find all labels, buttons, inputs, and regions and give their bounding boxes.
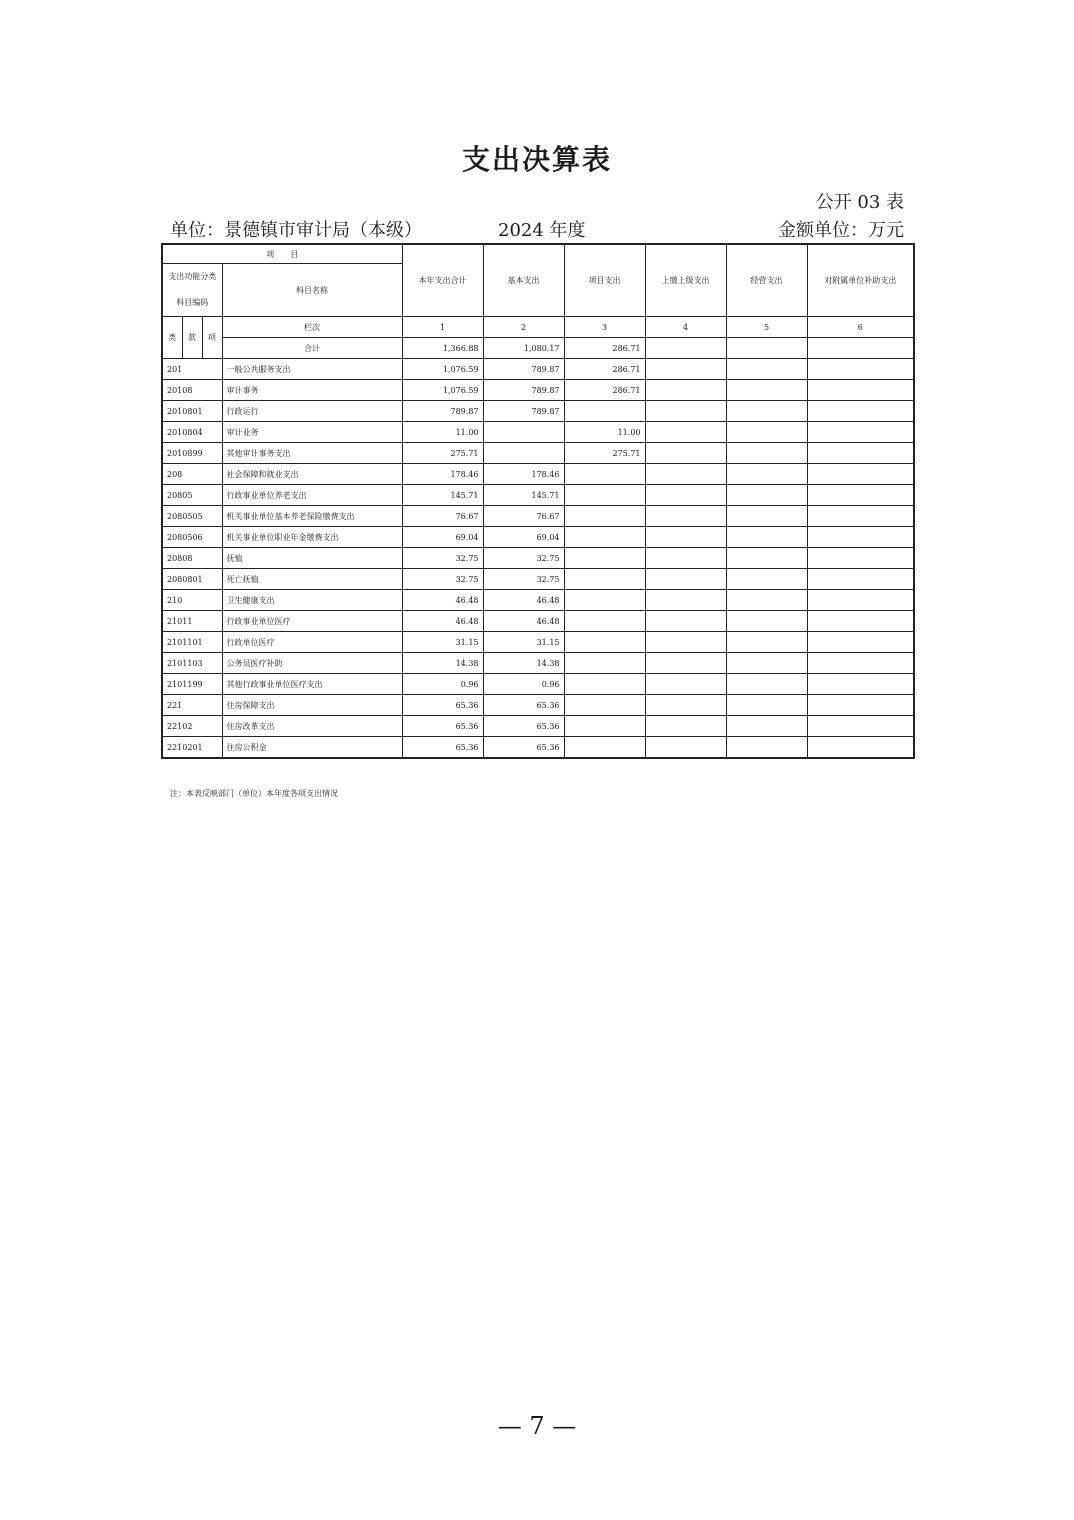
row-value xyxy=(726,611,807,632)
header-kuan: 款 xyxy=(182,317,202,359)
row-value xyxy=(564,611,645,632)
row-value xyxy=(807,464,914,485)
table-row xyxy=(162,401,914,422)
row-code: 22102 xyxy=(162,716,222,737)
total-cell xyxy=(726,338,807,359)
table-note: 注：本表反映部门（单位）本年度各项支出情况 xyxy=(170,789,338,798)
header-lei: 类 xyxy=(162,317,182,359)
row-value xyxy=(807,485,914,506)
table-row xyxy=(162,653,914,674)
row-value xyxy=(807,422,914,443)
amount-unit-label: 金额单位：万元 xyxy=(778,220,904,241)
row-value xyxy=(564,716,645,737)
table-row xyxy=(162,527,914,548)
total-cell: 286.71 xyxy=(564,338,645,359)
row-value: 178.46 xyxy=(483,464,564,485)
column-number: 4 xyxy=(645,317,726,338)
row-value: 32.75 xyxy=(483,569,564,590)
row-value xyxy=(645,464,726,485)
row-name: 行政事业单位养老支出 xyxy=(222,485,402,506)
row-value xyxy=(807,590,914,611)
row-value xyxy=(726,401,807,422)
row-value xyxy=(726,464,807,485)
row-code: 2101103 xyxy=(162,653,222,674)
row-value xyxy=(645,653,726,674)
row-value xyxy=(807,380,914,401)
row-name: 行政单位医疗 xyxy=(222,632,402,653)
row-name: 机关事业单位基本养老保险缴费支出 xyxy=(222,506,402,527)
row-value: 76.67 xyxy=(483,506,564,527)
row-name: 死亡抚恤 xyxy=(222,569,402,590)
row-value: 145.71 xyxy=(483,485,564,506)
row-code: 2101101 xyxy=(162,632,222,653)
total-cell xyxy=(807,338,914,359)
table-row xyxy=(162,548,914,569)
total-cell xyxy=(645,338,726,359)
row-value xyxy=(726,737,807,759)
row-value: 275.71 xyxy=(564,443,645,464)
row-value xyxy=(807,359,914,380)
page-title: 支出决算表 xyxy=(461,143,612,176)
row-value xyxy=(807,506,914,527)
header-col-4: 上缴上级支出 xyxy=(645,244,726,317)
row-value xyxy=(564,506,645,527)
row-code: 210 xyxy=(162,590,222,611)
table-row xyxy=(162,611,914,632)
row-value xyxy=(483,443,564,464)
row-value xyxy=(645,527,726,548)
table-row xyxy=(162,485,914,506)
row-value xyxy=(564,674,645,695)
row-value xyxy=(807,611,914,632)
row-value xyxy=(726,485,807,506)
row-value xyxy=(726,548,807,569)
row-value xyxy=(645,569,726,590)
header-col-2: 基本支出 xyxy=(483,244,564,317)
table-row xyxy=(162,422,914,443)
row-value: 14.38 xyxy=(402,653,483,674)
column-number: 6 xyxy=(807,317,914,338)
header-item: 项 目 xyxy=(162,244,402,264)
page-number: — 7 — xyxy=(497,1412,577,1440)
row-value xyxy=(807,569,914,590)
header-col-3: 项目支出 xyxy=(564,244,645,317)
table-row xyxy=(162,716,914,737)
row-value xyxy=(645,443,726,464)
row-value: 0.96 xyxy=(402,674,483,695)
row-value: 11.00 xyxy=(564,422,645,443)
row-value xyxy=(726,653,807,674)
row-name: 其他审计事务支出 xyxy=(222,443,402,464)
table-number: 公开 03 表 xyxy=(815,192,904,213)
row-value xyxy=(726,590,807,611)
table-row xyxy=(162,569,914,590)
row-value: 11.00 xyxy=(402,422,483,443)
table-row xyxy=(162,737,914,759)
table-row xyxy=(162,506,914,527)
row-value xyxy=(726,527,807,548)
row-value: 789.87 xyxy=(483,401,564,422)
row-value xyxy=(564,632,645,653)
row-value xyxy=(726,674,807,695)
row-value: 1,076.59 xyxy=(402,380,483,401)
row-value xyxy=(564,653,645,674)
row-value: 46.48 xyxy=(402,611,483,632)
row-code: 20805 xyxy=(162,485,222,506)
row-code: 21011 xyxy=(162,611,222,632)
row-name: 社会保障和就业支出 xyxy=(222,464,402,485)
column-number: 1 xyxy=(402,317,483,338)
row-value xyxy=(645,590,726,611)
row-value xyxy=(807,653,914,674)
row-value: 65.36 xyxy=(483,695,564,716)
row-value: 14.38 xyxy=(483,653,564,674)
row-value xyxy=(645,548,726,569)
row-value: 0.96 xyxy=(483,674,564,695)
row-value xyxy=(807,527,914,548)
column-number: 5 xyxy=(726,317,807,338)
header-subject-name: 科目名称 xyxy=(222,264,402,317)
row-value: 76.67 xyxy=(402,506,483,527)
table-row xyxy=(162,695,914,716)
header-func-code: 支出功能分类科目编码 xyxy=(162,264,222,317)
row-value xyxy=(726,632,807,653)
row-name: 抚恤 xyxy=(222,548,402,569)
row-value xyxy=(645,401,726,422)
row-name: 审计业务 xyxy=(222,422,402,443)
row-value xyxy=(645,506,726,527)
row-name: 审计事务 xyxy=(222,380,402,401)
row-value: 65.36 xyxy=(402,737,483,759)
row-value xyxy=(726,443,807,464)
row-value xyxy=(807,548,914,569)
row-name: 其他行政事业单位医疗支出 xyxy=(222,674,402,695)
total-cell: 1,366.88 xyxy=(402,338,483,359)
row-value xyxy=(726,716,807,737)
row-code: 2210201 xyxy=(162,737,222,759)
row-value: 65.36 xyxy=(402,716,483,737)
total-cell: 1,080.17 xyxy=(483,338,564,359)
year-label: 2024 年度 xyxy=(498,220,586,241)
row-value: 145.71 xyxy=(402,485,483,506)
row-value xyxy=(726,359,807,380)
row-value xyxy=(807,737,914,759)
row-value xyxy=(807,401,914,422)
header-xiang: 项 xyxy=(202,317,222,359)
row-value: 65.36 xyxy=(483,737,564,759)
row-value xyxy=(483,422,564,443)
unit-label: 单位：景德镇市审计局（本级） xyxy=(170,220,422,241)
row-value: 286.71 xyxy=(564,380,645,401)
row-code: 208 xyxy=(162,464,222,485)
table-row xyxy=(162,464,914,485)
row-value xyxy=(645,380,726,401)
row-value xyxy=(564,548,645,569)
column-number: 3 xyxy=(564,317,645,338)
row-value xyxy=(726,422,807,443)
expenditure-table xyxy=(161,243,915,759)
row-value xyxy=(564,569,645,590)
column-number: 2 xyxy=(483,317,564,338)
row-value xyxy=(645,632,726,653)
row-value xyxy=(726,695,807,716)
row-value xyxy=(726,569,807,590)
row-value xyxy=(564,464,645,485)
row-value: 46.48 xyxy=(402,590,483,611)
row-value xyxy=(726,380,807,401)
row-value xyxy=(645,611,726,632)
row-value xyxy=(645,695,726,716)
table-row xyxy=(162,359,914,380)
row-name: 公务员医疗补助 xyxy=(222,653,402,674)
row-code: 201 xyxy=(162,359,222,380)
row-name: 住房保障支出 xyxy=(222,695,402,716)
row-value xyxy=(807,716,914,737)
row-value: 46.48 xyxy=(483,590,564,611)
total-label: 合计 xyxy=(222,338,402,359)
row-value: 65.36 xyxy=(402,695,483,716)
row-code: 221 xyxy=(162,695,222,716)
row-name: 卫生健康支出 xyxy=(222,590,402,611)
row-name: 一般公共服务支出 xyxy=(222,359,402,380)
row-value: 789.87 xyxy=(402,401,483,422)
row-code: 20108 xyxy=(162,380,222,401)
row-value: 65.36 xyxy=(483,716,564,737)
row-value: 275.71 xyxy=(402,443,483,464)
row-value xyxy=(645,716,726,737)
row-value: 32.75 xyxy=(402,548,483,569)
row-value: 46.48 xyxy=(483,611,564,632)
row-value xyxy=(807,443,914,464)
row-value xyxy=(564,737,645,759)
row-value: 69.04 xyxy=(402,527,483,548)
row-value: 286.71 xyxy=(564,359,645,380)
table-row xyxy=(162,443,914,464)
header-col-1: 本年支出合计 xyxy=(402,244,483,317)
row-value: 178.46 xyxy=(402,464,483,485)
table-row xyxy=(162,590,914,611)
row-value xyxy=(564,590,645,611)
row-value: 32.75 xyxy=(402,569,483,590)
row-value xyxy=(645,422,726,443)
row-code: 2010899 xyxy=(162,443,222,464)
row-name: 住房改革支出 xyxy=(222,716,402,737)
row-value xyxy=(807,632,914,653)
row-value xyxy=(645,737,726,759)
row-value xyxy=(807,695,914,716)
header-col-5: 经营支出 xyxy=(726,244,807,317)
header-col-6: 对附属单位补助支出 xyxy=(807,244,914,317)
row-code: 2080506 xyxy=(162,527,222,548)
row-value: 31.15 xyxy=(483,632,564,653)
row-value xyxy=(807,674,914,695)
row-value xyxy=(564,695,645,716)
row-value xyxy=(645,674,726,695)
row-value xyxy=(645,359,726,380)
row-code: 2080801 xyxy=(162,569,222,590)
row-name: 行政运行 xyxy=(222,401,402,422)
table-row xyxy=(162,380,914,401)
row-value xyxy=(726,506,807,527)
total-row xyxy=(162,338,914,359)
row-code: 2010804 xyxy=(162,422,222,443)
row-value: 31.15 xyxy=(402,632,483,653)
row-name: 行政事业单位医疗 xyxy=(222,611,402,632)
row-name: 机关事业单位职业年金缴费支出 xyxy=(222,527,402,548)
row-value: 69.04 xyxy=(483,527,564,548)
row-value xyxy=(564,485,645,506)
row-code: 2080505 xyxy=(162,506,222,527)
row-value xyxy=(564,527,645,548)
table-row xyxy=(162,674,914,695)
row-value: 1,076.59 xyxy=(402,359,483,380)
row-value xyxy=(645,485,726,506)
row-code: 20808 xyxy=(162,548,222,569)
row-value xyxy=(564,401,645,422)
table-row xyxy=(162,632,914,653)
row-name: 住房公积金 xyxy=(222,737,402,759)
header-lanci: 栏次 xyxy=(222,317,402,338)
row-value: 32.75 xyxy=(483,548,564,569)
row-code: 2101199 xyxy=(162,674,222,695)
row-value: 789.87 xyxy=(483,380,564,401)
row-code: 2010801 xyxy=(162,401,222,422)
row-value: 789.87 xyxy=(483,359,564,380)
